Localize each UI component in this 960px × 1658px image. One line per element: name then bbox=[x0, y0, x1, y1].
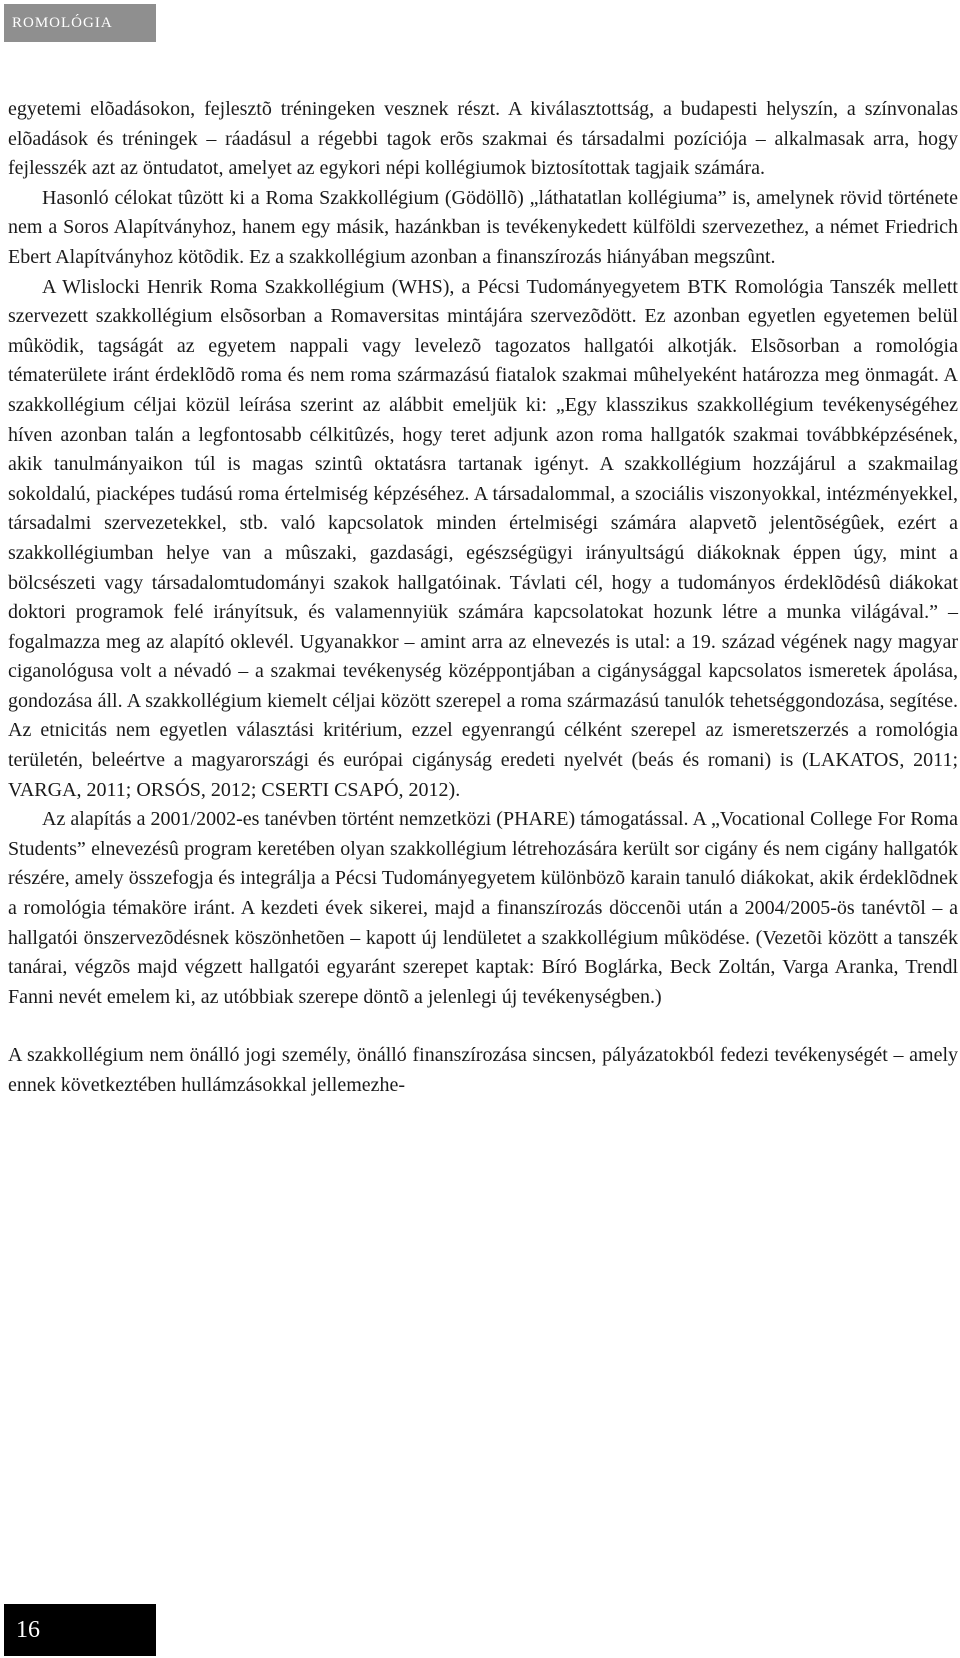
paragraph-funding: A szakkollégium nem önálló jogi személy, önálló finanszírozása sincsen, pályázatokból fedezi tevékenységét – amely ennek következtében hullámzásokkal jellemezhe- bbox=[8, 1044, 958, 1096]
paragraph-whs-college: A Wlislocki Henrik Roma Szakkollégium (WHS), a Pécsi Tudományegyetem BTK Romológia Tanszék mellett szervezett szakkollégium elsõsorban a Romaversitas mintájára szervezõdött. Ez azonban egyetlen egyetemen belül mûködik, tagságát az egyetem nappali vagy levelezõ tagozatos hallgatói alkotják. Elsõsorban a romológia tématerülete iránt érdeklõdõ roma és nem roma származású fiatalok szakmai mûhelyeként határozza meg önmagát. A szakkollégium céljai közül leírása szerint az alábbit emeljük ki: „Egy klasszikus szakkollégium tevékenységéhez híven azonban talán a legfontosabb célkitûzés, hogy teret adjunk azon roma hallgatók szakmai továbbképzésének, akik tanulmányaikon túl is magas szintû oktatásra tartanak igényt. A szakkollégium hozzájárul a szakmailag sokoldalú, piacképes tudású roma értelmiség képzéséhez. A társadalommal, a szociális viszonyokkal, intézményekkel, társadalmi szervezetekkel, stb. való kapcsolatok minden értelmiségi számára alapvetõ jelentõségûek, ezért a szakkollégiumban helye van a mûszaki, gazdasági, egészségügyi irányultságú diákoknak éppen úgy, mint a bölcsészeti vagy társadalomtudományi szakok hallgatóinak. Távlati cél, hogy a tudományos érdeklõdésû diákokat doktori programok felé irányítsuk, és valamennyiük számára kapcsolatokat hozunk létre a munka világával.” – fogalmazza meg az alapító oklevél. Ugyanakkor – amint arra az elnevezés is utal: a 19. század végének nagy magyar ciganológusa volt a névadó – a szakmai tevékenység középpontjában a cigánysággal kapcsolatos ismeretek ápolása, gondozása áll. A szakkollégium kiemelt céljai között szerepel a roma származású tanulók tehetséggondozása, segítése. Az etnicitás nem egyetlen választási kritérium, ezzel egyenrangú célként szerepel az ismeretszerzés a romológia területén, beleértve a magyarországi és európai cigányság eredeti nyelvét (beás és romani) is (LAKATOS, 2011; VARGA, 2011; ORSÓS, 2012; CSERTI CSAPÓ, 2012). bbox=[8, 275, 958, 801]
paragraph-founding: Az alapítás a 2001/2002-es tanévben történt nemzetközi (PHARE) támogatással. A „Vocational College For Roma Students” elnevezésû program keretében olyan szakkollégium létrehozására került sor cigány és nem cigány hallgatók részére, amely összefogja és integrálja a Pécsi Tudományegyetem különbözõ karain tanuló diákokat, akik érdeklõdnek a romológia témaköre iránt. A kezdeti évek sikerei, majd a finanszírozás döccenõi után a 2004/2005-ös tanévtõl – a hallgatói önszervezõdésnek köszönhetõen – kapott új lendületet a szakkollégium mûködése. (Vezetõi között a tanszék tanárai, végzõs majd végzett hallgatói egyaránt szerepet kaptak: Bíró Boglárka, Beck Zoltán, Varga Aranka, Trendl Fanni nevét emelem ki, az utóbbiak szerepe döntõ a jelenlegi új tevékenységben.) bbox=[8, 808, 958, 1008]
paragraph-continued: egyetemi elõadásokon, fejlesztõ tréningeken vesznek részt. A kiválasztottság, a budapesti helyszín, a színvonalas elõadások és tréningek – ráadásul a régebbi tagok erõs szakmai és társadalmi pozíciója – alkalmasak arra, hogy fejlesszék azt az öntudatot, amelyet az egykori népi kollégiumok biztosítottak tagjaik számára. bbox=[8, 98, 958, 180]
article-body bbox=[8, 95, 958, 1101]
paragraph-gödöllő-college: Hasonló célokat tûzött ki a Roma Szakkollégium (Gödöllõ) „láthatatlan kollégiuma” is, amelynek rövid története nem a Soros Alapítványhoz, hanem egy másik, hazánkban is tevékenykedett külföldi szervezethez, a német Friedrich Ebert Alapítványhoz kötõdik. Ez a szakkollégium azonban a finanszírozás hiányában megszûnt. bbox=[8, 186, 958, 268]
page-number: 16 bbox=[4, 1604, 156, 1656]
section-header-label: ROMOLÓGIA bbox=[4, 4, 156, 42]
